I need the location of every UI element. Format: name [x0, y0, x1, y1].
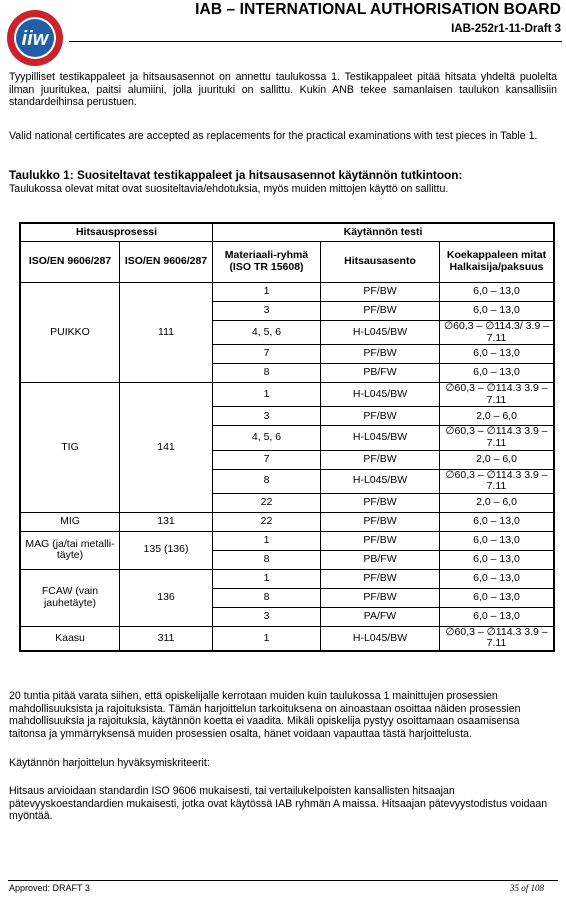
table-row	[20, 283, 554, 302]
position-cell: PF/BW	[321, 450, 440, 469]
intro-paragraph: Tyypilliset testikappaleet ja hitsausasennot on annettu taulukossa 1. Testikappaleet pitää hitsata yhdeltä puolelta ilman juuritukea, paitsi alumiini, jolla juurituki on sallittu. Kukin ANB tekee samanlaisen taulukon kansallisiin standardeihinsa perustuen.	[9, 71, 557, 109]
position-cell: PB/FW	[321, 364, 440, 383]
col-header-material-group: Materiaali-ryhmä (ISO TR 15608)	[213, 242, 321, 283]
dimensions-cell: 6,0 – 13,0	[440, 588, 555, 607]
dimensions-cell: 6,0 – 13,0	[440, 283, 555, 302]
position-cell: H-L045/BW	[321, 321, 440, 345]
page-number: 35 of 108	[509, 883, 544, 893]
dimensions-cell: 6,0 – 13,0	[440, 364, 555, 383]
material-group-cell: 4, 5, 6	[213, 321, 321, 345]
col-header-position: Hitsausasento	[321, 242, 440, 283]
header-title: IAB – INTERNATIONAL AUTHORISATION BOARD	[195, 1, 561, 18]
table-group-header-row	[20, 223, 554, 242]
material-group-cell: 8	[213, 588, 321, 607]
material-group-cell: 1	[213, 383, 321, 407]
position-cell: PF/BW	[321, 283, 440, 302]
iso-cell: 131	[120, 512, 213, 531]
dimensions-cell: 2,0 – 6,0	[440, 407, 555, 426]
position-cell: PF/BW	[321, 407, 440, 426]
table-row	[20, 626, 554, 651]
footer-approval: Approved: DRAFT 3	[9, 883, 90, 893]
material-group-cell: 1	[213, 569, 321, 588]
process-cell: TIG	[20, 383, 120, 513]
position-cell: PF/BW	[321, 302, 440, 321]
material-group-cell: 4, 5, 6	[213, 426, 321, 450]
col-header-dimensions: Koekappaleen mitat Halkaisija/paksuus	[440, 242, 555, 283]
col-header-iso-2: ISO/EN 9606/287	[120, 242, 213, 283]
material-group-cell: 3	[213, 607, 321, 626]
training-paragraph: 20 tuntia pitää varata siihen, että opiskelijalle kerrotaan muiden kuin taulukossa 1 mainittujen prosessien mahdollisuuksista ja rajoituksista. Tämän harjoittelun tarkoituksena on ainoastaan osoittaa näiden prosessien mahdollisuuksia ja rajoituksia, käytännön koetta ei vaadita. Mikäli opiskelija pystyy osoittamaan osaamisensa taitonsa ja ymmärryksensä muiden prosessien osalta, hänet voidaan vapauttaa tästä harjoittelusta.	[9, 690, 521, 741]
position-cell: PF/BW	[321, 531, 440, 550]
material-group-cell: 22	[213, 493, 321, 512]
table-row	[20, 512, 554, 531]
acceptance-heading: Käytännön harjoittelun hyväksymiskriteerit:	[9, 757, 210, 769]
iiw-logo	[6, 9, 64, 67]
process-cell: FCAW (vain jauhetäyte)	[20, 569, 120, 626]
material-group-cell: 8	[213, 364, 321, 383]
dimensions-cell: ∅60,3 – ∅114.3 3.9 – 7.11	[440, 626, 555, 651]
iso-cell: 311	[120, 626, 213, 651]
position-cell: PF/BW	[321, 512, 440, 531]
position-cell: H-L045/BW	[321, 469, 440, 493]
group-header-process: Hitsausprosessi	[20, 223, 213, 242]
material-group-cell: 7	[213, 450, 321, 469]
position-cell: PF/BW	[321, 569, 440, 588]
dimensions-cell: 6,0 – 13,0	[440, 302, 555, 321]
process-cell: Kaasu	[20, 626, 120, 651]
dimensions-cell: 6,0 – 13,0	[440, 607, 555, 626]
position-cell: H-L045/BW	[321, 426, 440, 450]
material-group-cell: 22	[213, 512, 321, 531]
table-sub-header-row	[20, 242, 554, 283]
header-divider	[69, 41, 562, 42]
table-row	[20, 569, 554, 588]
dimensions-cell: 6,0 – 13,0	[440, 550, 555, 569]
position-cell: PF/BW	[321, 588, 440, 607]
material-group-cell: 7	[213, 345, 321, 364]
dimensions-cell: 2,0 – 6,0	[440, 493, 555, 512]
iso-cell: 141	[120, 383, 213, 513]
material-group-cell: 1	[213, 626, 321, 651]
certificates-paragraph: Valid national certificates are accepted as replacements for the practical examinations with test pieces in Table 1.	[9, 130, 538, 142]
position-cell: PF/BW	[321, 345, 440, 364]
dimensions-cell: 6,0 – 13,0	[440, 512, 555, 531]
footer-divider	[8, 880, 558, 881]
material-group-cell: 1	[213, 283, 321, 302]
iso-cell: 111	[120, 283, 213, 383]
material-group-cell: 3	[213, 407, 321, 426]
position-cell: PB/FW	[321, 550, 440, 569]
dimensions-cell: ∅60,3 – ∅114.3/ 3.9 – 7.11	[440, 321, 555, 345]
dimensions-cell: ∅60,3 – ∅114.3 3.9 – 7.11	[440, 469, 555, 493]
test-pieces-table	[19, 222, 555, 652]
dimensions-cell: 6,0 – 13,0	[440, 531, 555, 550]
position-cell: H-L045/BW	[321, 626, 440, 651]
assessment-paragraph: Hitsaus arvioidaan standardin ISO 9606 mukaisesti, tai vertailukelpoisten kansallisten hitsaajan pätevyyskoestandardien mukaisesti, jotka ovat käytössä IAB ryhmän A maissa. Hitsaajan pätevyystodistus voidaan myöntää.	[9, 785, 548, 823]
process-cell: PUIKKO	[20, 283, 120, 383]
material-group-cell: 3	[213, 302, 321, 321]
table-body	[20, 283, 554, 651]
iso-cell: 136	[120, 569, 213, 626]
col-header-iso-1: ISO/EN 9606/287	[20, 242, 120, 283]
iso-cell: 135 (136)	[120, 531, 213, 569]
dimensions-cell: ∅60,3 – ∅114.3 3.9 – 7.11	[440, 426, 555, 450]
dimensions-cell: 6,0 – 13,0	[440, 569, 555, 588]
dimensions-cell: 6,0 – 13,0	[440, 345, 555, 364]
process-cell: MAG (ja/tai metalli-täyte)	[20, 531, 120, 569]
logo-text: iiw	[21, 28, 49, 50]
dimensions-cell: 2,0 – 6,0	[440, 450, 555, 469]
material-group-cell: 8	[213, 550, 321, 569]
group-header-practical-test: Käytännön testi	[213, 223, 555, 242]
table-row	[20, 531, 554, 550]
table-title: Taulukko 1: Suositeltavat testikappaleet ja hitsausasennot käytännön tutkintoon:	[9, 168, 463, 182]
table-subtitle: Taulukossa olevat mitat ovat suositeltavia/ehdotuksia, myös muiden mittojen käyttö on sallittu.	[9, 183, 449, 195]
process-cell: MIG	[20, 512, 120, 531]
position-cell: H-L045/BW	[321, 383, 440, 407]
document-id: IAB-252r1-11-Draft 3	[451, 23, 561, 35]
dimensions-cell: ∅60,3 – ∅114.3 3.9 – 7.11	[440, 383, 555, 407]
table-row	[20, 383, 554, 407]
material-group-cell: 8	[213, 469, 321, 493]
position-cell: PA/FW	[321, 607, 440, 626]
position-cell: PF/BW	[321, 493, 440, 512]
material-group-cell: 1	[213, 531, 321, 550]
